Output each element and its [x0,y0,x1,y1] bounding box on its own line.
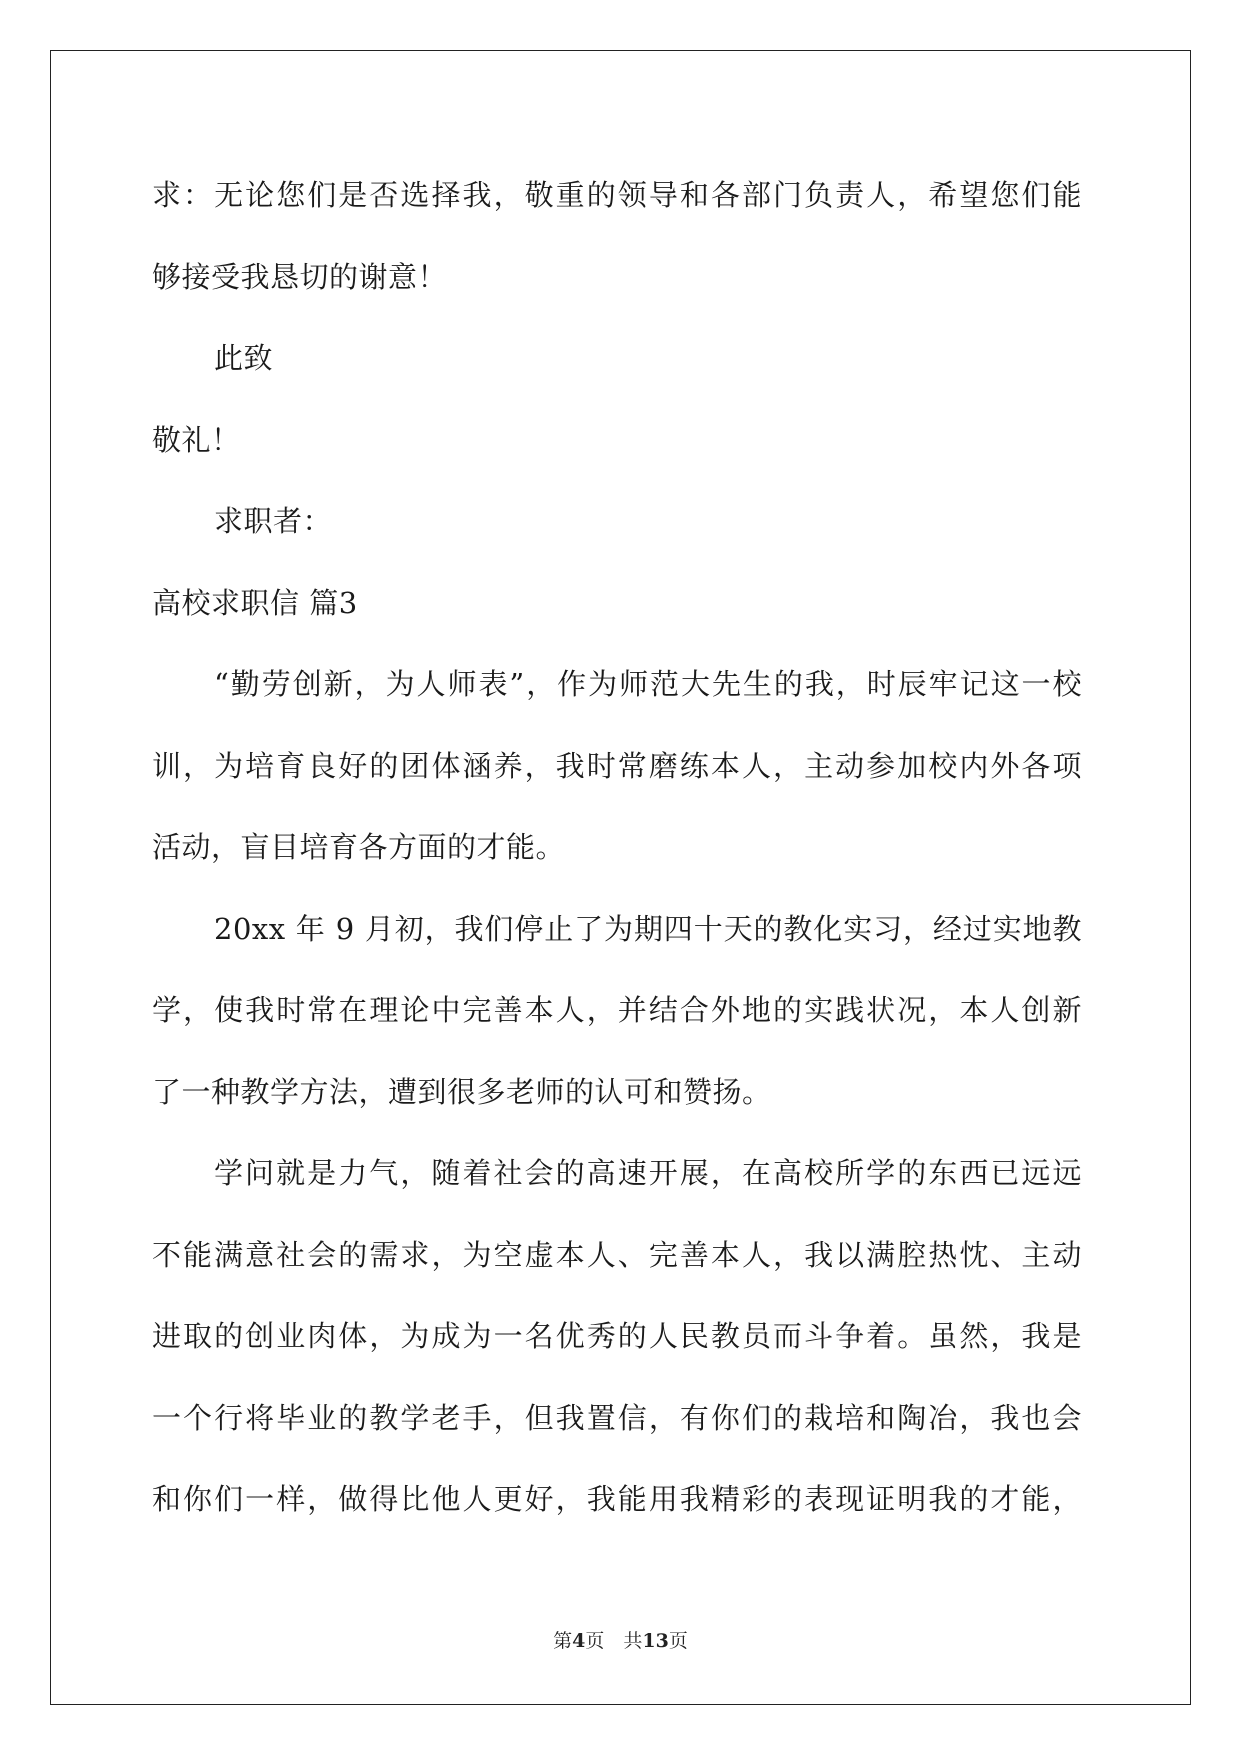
text-line: 一个行将毕业的教学老手，但我置信，有你们的栽培和陶冶，我也会 [152,1400,1082,1435]
text-line: 求：无论您们是否选择我，敬重的领导和各部门负责人，希望您们能 [152,178,1082,212]
text-line: 了一种教学方法，遭到很多老师的认可和赞扬。 [152,1074,772,1109]
current-page-number: 4 [572,1630,586,1652]
document-body [152,155,1082,1541]
text-line: 不能满意社会的需求，为空虚本人、完善本人，我以满腔热忱、主动 [152,1237,1082,1272]
text-line: 活动，盲目培育各方面的才能。 [152,830,566,864]
section-heading: 高校求职信 篇3 [152,585,358,620]
total-pages: 13 [642,1630,669,1652]
text-line: 学，使我时常在理论中完善本人，并结合外地的实践状况，本人创新 [152,993,1082,1027]
salutation-line: 此致 [214,341,274,375]
body-text [152,155,1082,1541]
text-line: 学问就是力气，随着社会的高速开展，在高校所学的东西已远远 [214,1156,1082,1190]
footer-prefix: 第 [553,1630,573,1652]
text-line: 够接受我恳切的谢意！ [152,259,448,294]
text-line: 20xx 年 9 月初，我们停止了为期四十天的教化实习，经过实地教 [214,911,1082,946]
text-line: 进取的创业肉体，为成为一名优秀的人民教员而斗争着。虽然，我是 [152,1319,1082,1353]
salutation-line: 敬礼！ [152,422,241,457]
text-line: 和你们一样，做得比他人更好，我能用我精彩的表现证明我的才能， [152,1482,1082,1516]
text-line: 训，为培育良好的团体涵养，我时常磨练本人，主动参加校内外各项 [152,748,1082,783]
page-footer [0,1626,1241,1653]
signature-line: 求职者： [214,504,333,538]
text-line: “勤劳创新，为人师表”，作为师范大先生的我，时辰牢记这一校 [214,667,1082,701]
footer-suffix: 页 [668,1630,688,1652]
footer-mid: 页 共 [585,1630,643,1652]
